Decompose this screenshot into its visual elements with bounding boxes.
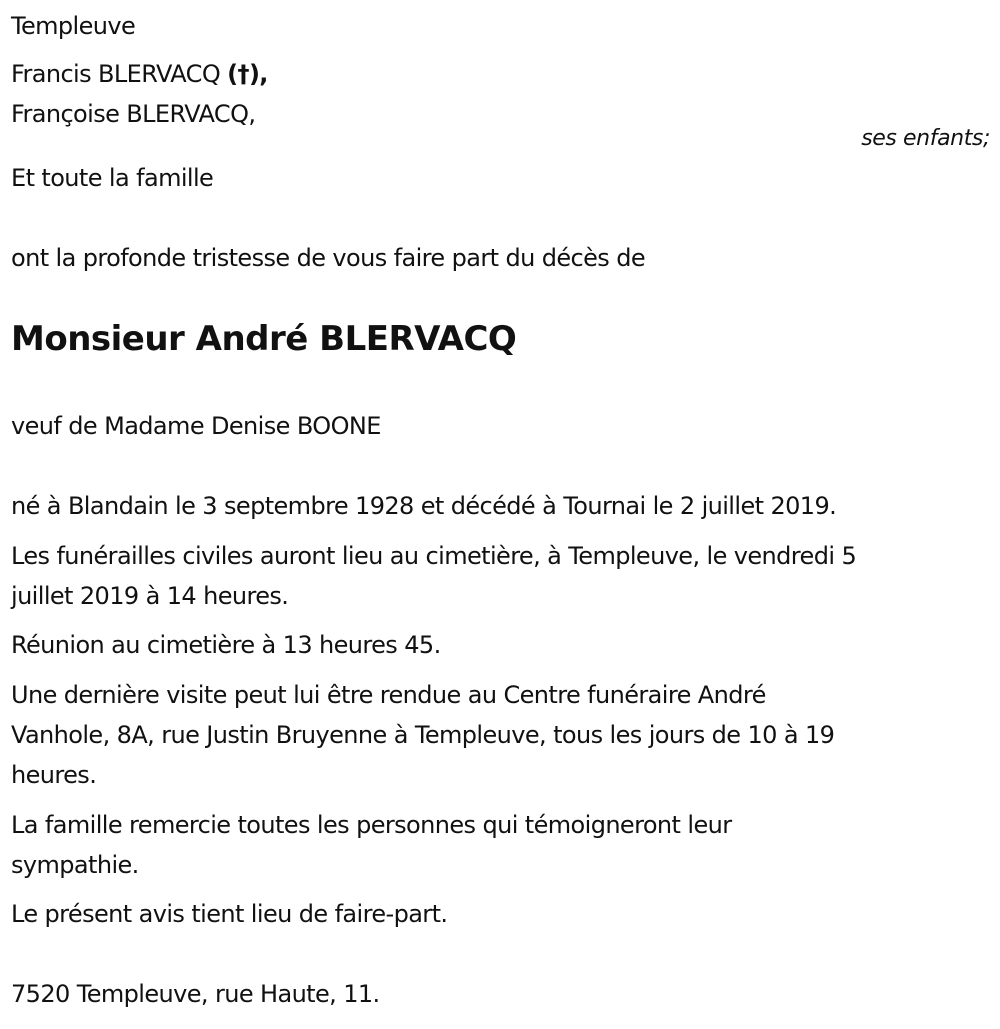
visit-line-3: heures. [11, 761, 97, 789]
child-entry-francoise: Françoise BLERVACQ, [11, 100, 256, 128]
thanks-line-2: sympathie. [11, 851, 139, 879]
child-name: Francis BLERVACQ [11, 60, 221, 88]
widowed-line: veuf de Madame Denise BOONE [11, 412, 381, 440]
funeral-line-2: juillet 2019 à 14 heures. [11, 582, 289, 610]
meeting-line: Réunion au cimetière à 13 heures 45. [11, 631, 441, 659]
announcement-text: ont la profonde tristesse de vous faire part du décès de [11, 244, 646, 272]
birth-death-line: né à Blandain le 3 septembre 1928 et décédé à Tournai le 2 juillet 2019. [11, 492, 837, 520]
visit-line-2: Vanhole, 8A, rue Justin Bruyenne à Templeuve, tous les jours de 10 à 19 [11, 721, 835, 749]
notice-line: Le présent avis tient lieu de faire-part. [11, 900, 448, 928]
family-line: Et toute la famille [11, 164, 214, 192]
deceased-name-heading: Monsieur André BLERVACQ [11, 319, 517, 359]
funeral-line-1: Les funérailles civiles auront lieu au cimetière, à Templeuve, le vendredi 5 [11, 542, 857, 570]
child-entry-francis [11, 54, 268, 94]
visit-line-1: Une dernière visite peut lui être rendue au Centre funéraire André [11, 681, 766, 709]
deceased-cross-mark: (†), [227, 60, 268, 88]
thanks-line-1: La famille remercie toutes les personnes qui témoigneront leur [11, 811, 732, 839]
place-name: Templeuve [11, 12, 136, 40]
address-line: 7520 Templeuve, rue Haute, 11. [11, 980, 380, 1008]
children-label: ses enfants; [861, 126, 990, 151]
